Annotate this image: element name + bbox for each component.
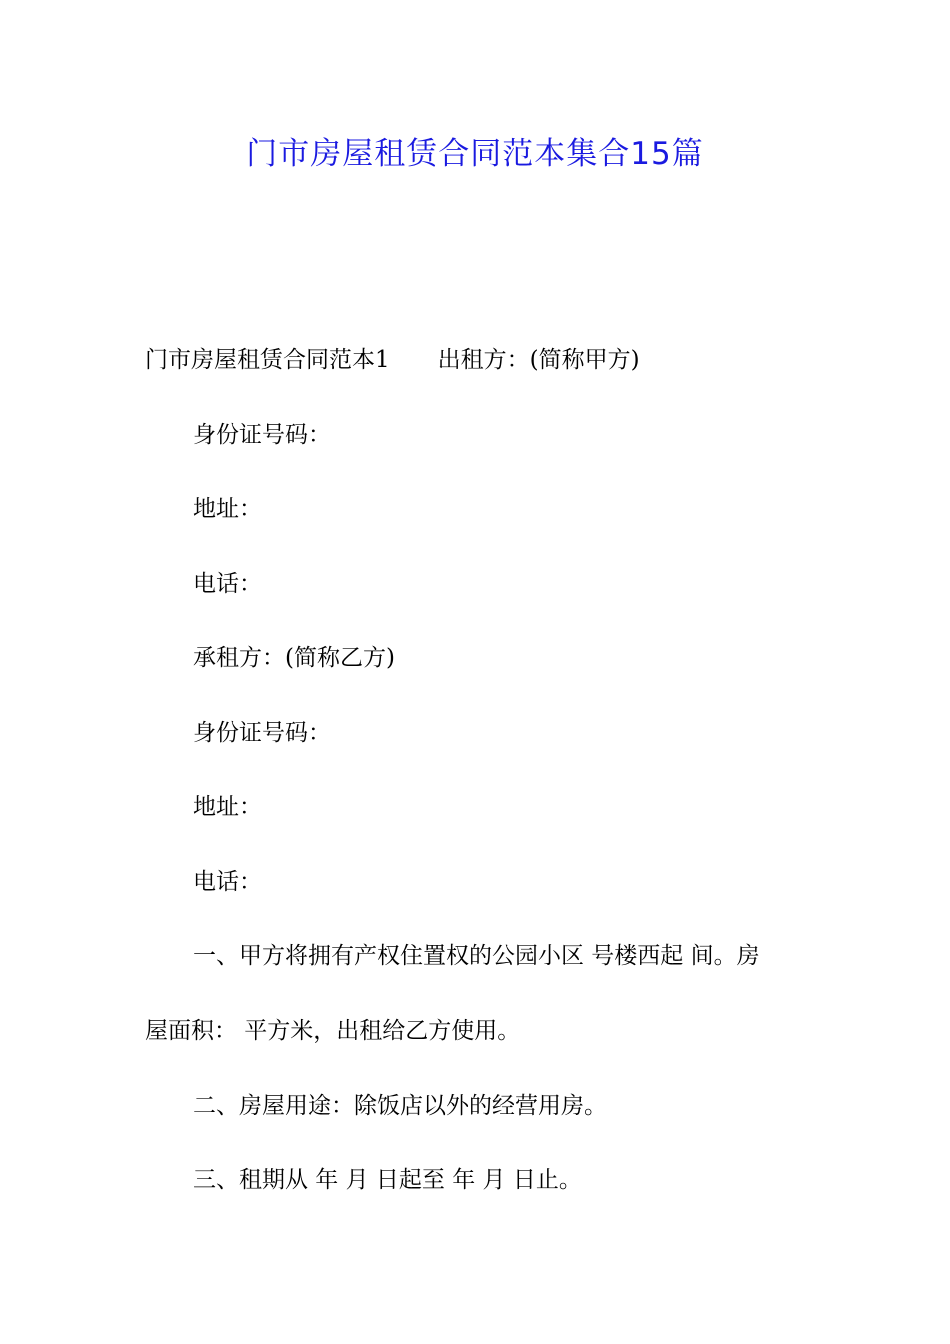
clause-1-line-2: 屋面积： 平方米，出租给乙方使用。	[145, 1018, 521, 1044]
lessee-id-line: 身份证号码：	[193, 720, 331, 746]
lessor-address-line: 地址：	[193, 496, 262, 522]
section-heading: 门市房屋租赁合同范本1	[145, 347, 390, 373]
clause-1-line-1: 一、甲方将拥有产权住置权的公园小区 号楼西起 间。房	[193, 943, 760, 969]
clause-3-line: 三、租期从 年 月 日起至 年 月 日止。	[193, 1167, 582, 1193]
lessor-line: 出租方：(简称甲方)	[437, 347, 640, 373]
first-line	[145, 345, 640, 375]
lessee-address-line: 地址：	[193, 794, 262, 820]
clause-2-line: 二、房屋用途：除饭店以外的经营用房。	[193, 1093, 607, 1119]
document-title: 门市房屋租赁合同范本集合15篇	[246, 136, 704, 172]
lessor-id-line: 身份证号码：	[193, 422, 331, 448]
lessor-phone-line: 电话：	[193, 571, 262, 597]
lessee-phone-line: 电话：	[193, 869, 262, 895]
lessee-line: 承租方：(简称乙方)	[193, 645, 395, 671]
